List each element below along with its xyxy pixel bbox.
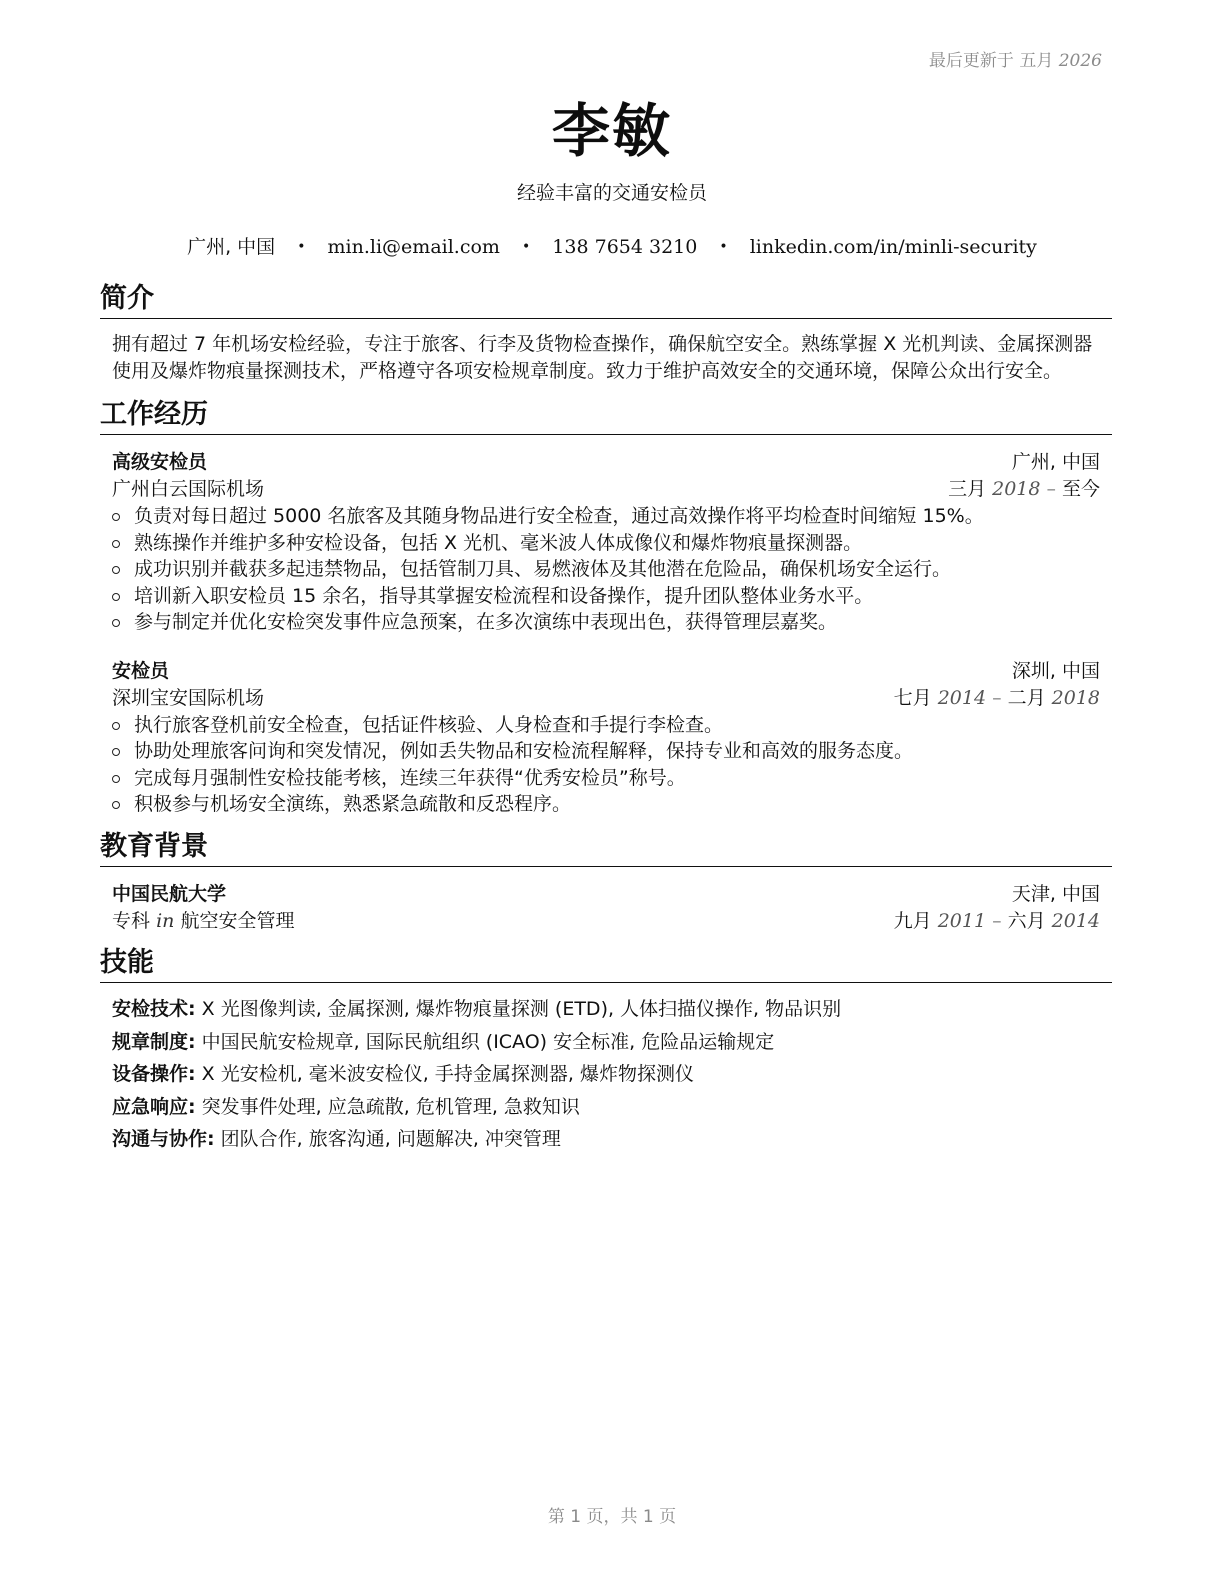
skill-line xyxy=(112,993,1100,1026)
list-item: 协助处理旅客问询和突发情况，例如丢失物品和安检流程解释，保持专业和高效的服务态度。 xyxy=(112,738,1112,765)
skill-value: X 光安检机, 毫米波安检仪, 手持金属探测器, 爆炸物探测仪 xyxy=(201,1063,694,1085)
job-organization: 广州白云国际机场 xyxy=(112,478,265,500)
edu-end-year: 2014 xyxy=(1051,910,1100,932)
list-item: 负责对每日超过 5000 名旅客及其随身物品进行安全检查，通过高效操作将平均检查时间缩短 15%。 xyxy=(112,503,1112,530)
job-end: 至今 xyxy=(1061,478,1100,500)
contact-email[interactable]: min.li@email.com xyxy=(327,236,500,258)
degree: 专科 xyxy=(112,910,151,932)
skill-line xyxy=(112,1058,1100,1091)
skill-value: 突发事件处理, 应急疏散, 危机管理, 急救知识 xyxy=(201,1095,580,1118)
list-item: 熟练操作并维护多种安检设备，包括 X 光机、毫米波人体成像仪和爆炸物痕量探测器。 xyxy=(112,530,1112,557)
job-dates xyxy=(948,476,1100,503)
skill-value: X 光图像判读, 金属探测, 爆炸物痕量探测 (ETD), 人体扫描仪操作, 物品识别 xyxy=(201,998,842,1020)
job-dates xyxy=(894,685,1100,712)
experience-section xyxy=(100,398,1112,818)
page-footer: 第 1 页，共 1 页 xyxy=(547,1507,677,1527)
list-item: 执行旅客登机前安全检查，包括证件核验、人身检查和手提行李检查。 xyxy=(112,712,1112,739)
summary-section xyxy=(100,282,1112,385)
school-name: 中国民航大学 xyxy=(112,883,227,905)
job-location: 广州, 中国 xyxy=(1011,451,1100,473)
contact-bar xyxy=(0,232,1224,259)
section-title-education: 教育背景 xyxy=(100,830,1112,867)
skill-line xyxy=(112,1123,1100,1156)
candidate-headline: 经验丰富的交通安检员 xyxy=(516,182,707,204)
section-title-experience: 工作经历 xyxy=(100,398,1112,435)
skill-value: 团队合作, 旅客沟通, 问题解决, 冲突管理 xyxy=(220,1128,561,1150)
contact-separator: • xyxy=(297,239,306,255)
contact-location: 广州, 中国 xyxy=(187,236,276,258)
contact-linkedin[interactable]: linkedin.com/in/minli-security xyxy=(749,236,1037,258)
job-start-month: 三月 xyxy=(948,478,987,500)
job-start-year: 2014 xyxy=(937,686,987,709)
edu-start-year: 2011 xyxy=(937,910,987,932)
last-updated-year: 2026 xyxy=(1058,51,1102,71)
skill-line xyxy=(112,1091,1100,1124)
contact-separator: • xyxy=(719,239,728,255)
degree-line xyxy=(112,908,294,935)
edu-end-month: 六月 xyxy=(1007,910,1046,932)
list-item: 积极参与机场安全演练，熟悉紧急疏散和反恐程序。 xyxy=(112,791,1112,818)
date-dash: – xyxy=(992,910,1002,932)
job-end-year: 2018 xyxy=(1051,686,1100,709)
degree-in: in xyxy=(156,910,175,932)
job-bullets xyxy=(100,712,1112,818)
school-location: 天津, 中国 xyxy=(1011,883,1100,905)
edu-start-month: 九月 xyxy=(893,910,932,932)
contact-phone[interactable]: 138 7654 3210 xyxy=(552,236,698,258)
list-item: 参与制定并优化安检突发事件应急预案，在多次演练中表现出色，获得管理层嘉奖。 xyxy=(112,609,1112,636)
list-item: 完成每月强制性安检技能考核，连续三年获得“优秀安检员”称号。 xyxy=(112,765,1112,792)
section-title-summary: 简介 xyxy=(100,282,1112,319)
skill-label: 应急响应: xyxy=(112,1095,196,1118)
education-dates xyxy=(894,908,1100,935)
last-updated-prefix: 最后更新于 xyxy=(928,51,1014,71)
skill-line xyxy=(112,1026,1100,1059)
skills-section xyxy=(100,946,1112,1156)
summary-text: 拥有超过 7 年机场安检经验，专注于旅客、行李及货物检查操作，确保航空安全。熟练掌握 X 光机判读、金属探测器使用及爆炸物痕量探测技术，严格遵守各项安检规章制度。致力于维护高效安全的交通环境，保障公众出行安全。 xyxy=(112,333,1093,382)
list-item: 培训新入职安检员 15 余名，指导其掌握安检流程和设备操作，提升团队整体业务水平。 xyxy=(112,583,1112,610)
skill-label: 规章制度: xyxy=(112,1030,196,1053)
job-location: 深圳, 中国 xyxy=(1011,659,1100,682)
job-role: 安检员 xyxy=(112,659,170,682)
job-start-year: 2018 xyxy=(992,478,1041,500)
candidate-name: 李敏 xyxy=(551,97,672,165)
job-start-month: 七月 xyxy=(893,686,932,709)
job-entry xyxy=(100,449,1112,503)
education-entry xyxy=(100,881,1112,935)
list-item: 成功识别并截获多起违禁物品，包括管制刀具、易燃液体及其他潜在危险品，确保机场安全运行。 xyxy=(112,556,1112,583)
job-organization: 深圳宝安国际机场 xyxy=(112,686,265,709)
last-updated-month: 五月 xyxy=(1019,51,1054,71)
last-updated xyxy=(929,46,1102,71)
skill-label: 设备操作: xyxy=(112,1063,196,1085)
job-end-month: 二月 xyxy=(1007,686,1046,709)
skill-value: 中国民航安检规章, 国际民航组织 (ICAO) 安全标准, 危险品运输规定 xyxy=(201,1030,775,1053)
skill-label: 安检技术: xyxy=(112,998,196,1020)
major: 航空安全管理 xyxy=(180,910,295,932)
job-bullets xyxy=(100,503,1112,636)
date-dash: – xyxy=(992,686,1002,709)
job-role: 高级安检员 xyxy=(112,451,208,473)
job-entry xyxy=(100,658,1112,712)
section-title-skills: 技能 xyxy=(100,946,1112,983)
date-dash: – xyxy=(1046,478,1056,500)
education-section xyxy=(100,830,1112,935)
contact-separator: • xyxy=(521,239,531,255)
skill-label: 沟通与协作: xyxy=(112,1128,215,1150)
